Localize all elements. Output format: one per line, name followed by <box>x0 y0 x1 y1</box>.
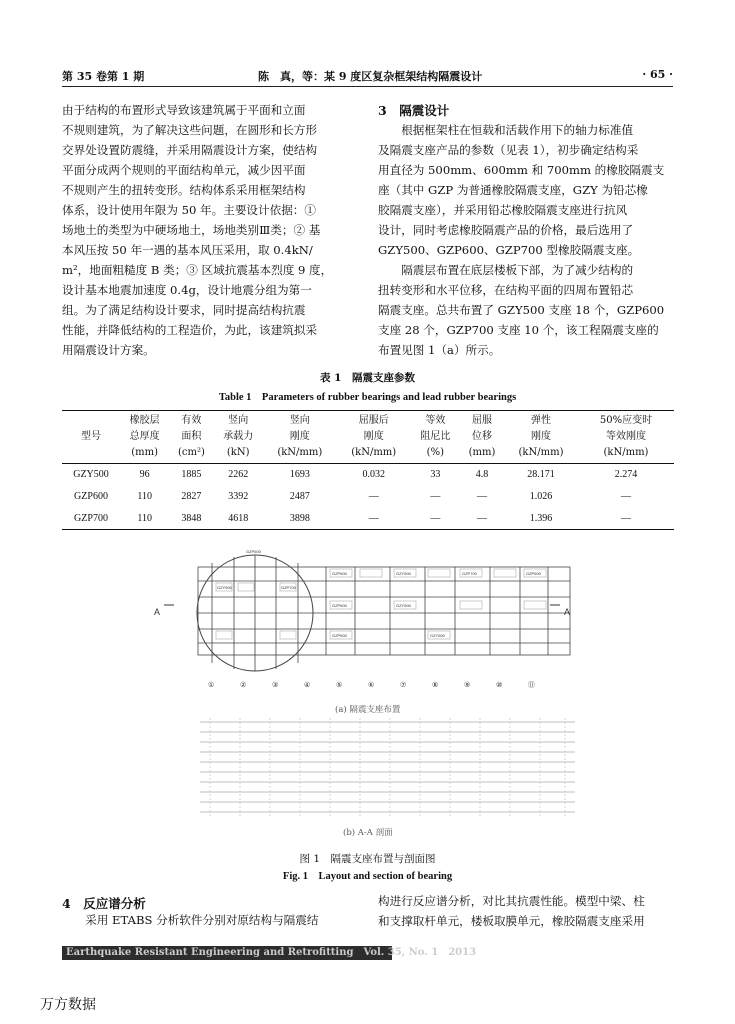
text-line: 本风压按 50 年一遇的基本风压采用，取 0.4kN/ <box>62 243 313 257</box>
axis-number: ⑥ <box>368 681 375 689</box>
section-3-title: 3 隔震设计 <box>378 103 450 118</box>
table-cell: 0.032 <box>362 469 385 481</box>
text-line: 平面分成两个规则的平面结构单元，减少因平面 <box>62 163 306 177</box>
plan-label: GZP600 <box>332 571 347 576</box>
table-cell: — <box>621 491 631 502</box>
section-marker-right: A <box>564 607 571 617</box>
table-cell: 4.8 <box>475 469 489 481</box>
section-marker-left: A <box>154 607 161 617</box>
table-header-cell: 竖向 刚度 (kN/mm) <box>263 411 337 464</box>
figure-caption-cn: 图 1 隔震支座布置与剖面图 <box>299 853 436 865</box>
table-cell: 2.274 <box>614 469 638 481</box>
table-cell: 110 <box>137 491 152 502</box>
header-rule <box>62 86 673 87</box>
axis-number: ⑤ <box>336 681 343 689</box>
table-cell: 3848 <box>169 508 213 530</box>
table-header-cell: 弹性 刚度 (kN/mm) <box>504 411 578 464</box>
axis-number: ⑧ <box>432 681 439 689</box>
figure-caption-en: Fig. 1 Layout and section of bearing <box>282 871 453 882</box>
plan-label: GZP600 <box>332 603 347 608</box>
table-cell: GZP600 <box>74 491 108 502</box>
bearing-layout-plan <box>150 545 580 700</box>
table-title-en: Table 1 Parameters of rubber bearings and lead rubber bearings <box>218 392 517 403</box>
axis-number: ⑦ <box>400 681 407 689</box>
text-line: 扭转变形和水平位移，在结构平面的四周布置铅芯 <box>378 283 634 297</box>
plan-label: GZP600 <box>332 633 347 638</box>
journal-issue: 第 35 卷第 1 期 <box>62 70 145 83</box>
table-header-cell: 橡胶层 总厚度 (mm) <box>120 411 169 464</box>
table-cell: 3898 <box>263 508 337 530</box>
axis-number: ① <box>208 681 215 689</box>
page-number: · 65 · <box>642 68 673 81</box>
text-line: 根据框架柱在恒载和活载作用下的轴力标准值 <box>378 123 634 137</box>
table-cell: — <box>337 508 411 530</box>
section-floor-lines <box>200 722 575 812</box>
text-line: 支座 28 个，GZP700 支座 10 个，该工程隔震支座的 <box>378 323 659 337</box>
table-cell: 96 <box>139 469 150 481</box>
table-cell: 1.026 <box>529 491 553 502</box>
axis-number: ⑨ <box>464 681 471 689</box>
bearing-markers <box>216 569 546 639</box>
table-cell: 1.396 <box>504 508 578 530</box>
table-title-cn: 表 1 隔震支座参数 <box>320 372 415 384</box>
text-line: 交界处设置防震缝，并采用隔震设计方案，使结构 <box>62 143 318 157</box>
table-cell: 1693 <box>289 469 310 481</box>
table-cell: — <box>578 508 674 530</box>
text-line: 体系，设计使用年限为 50 年。主要设计依据：① <box>62 203 316 217</box>
axis-number: ⑩ <box>496 681 503 689</box>
plan-label: GZP700 <box>281 585 296 590</box>
figure-1a-caption: (a) 隔震支座布置 <box>335 705 401 715</box>
plan-label: GZY500 <box>217 585 232 590</box>
axis-number: ⑪ <box>528 681 535 689</box>
table-cell: GZP700 <box>62 508 120 530</box>
table-header-cell: 50%应变时 等效刚度 (kN/mm) <box>578 411 674 464</box>
figure-1b-caption: (b) A-A 剖面 <box>343 828 393 838</box>
text-line: 隔震层布置在底层楼板下部，为了减少结构的 <box>378 263 634 277</box>
table-cell: 3392 <box>228 491 249 502</box>
text-line: 构进行反应谱分析，对比其抗震性能。模型中梁、柱 <box>378 894 645 908</box>
text-line: 场地土的类型为中硬场地土，场地类别Ⅲ类；② 基 <box>62 223 321 237</box>
table-cell: GZY500 <box>73 469 109 481</box>
table-cell: — <box>460 508 504 530</box>
plan-outline <box>198 567 570 655</box>
plan-label: GZY500 <box>430 633 445 638</box>
table-cell: 2827 <box>181 491 202 502</box>
right-column-text <box>378 120 673 360</box>
table-header-cell: 竖向 承载力 (kN) <box>214 411 263 464</box>
text-line: 布置见图 1（a）所示。 <box>378 343 501 357</box>
section-4-left-text <box>62 910 362 930</box>
text-line: 采用 ETABS 分析软件分别对原结构与隔震结 <box>62 913 319 927</box>
table-header-cell: 有效 面积 (cm²) <box>169 411 213 464</box>
wanfang-watermark: 万方数据 <box>40 997 96 1013</box>
section-column-lines <box>210 718 565 818</box>
table-cell: 2262 <box>228 469 249 481</box>
text-line: 座（其中 GZP 为普通橡胶隔震支座，GZY 为铅芯橡 <box>378 183 648 197</box>
text-line: 隔震支座。总共布置了 GZY500 支座 18 个，GZP600 <box>378 303 665 317</box>
text-line: m²，地面粗糙度 B 类；③ 区域抗震基本烈度 9 度， <box>62 263 333 277</box>
table-cell: 33 <box>430 469 441 481</box>
table-cell: 28.171 <box>527 469 555 481</box>
table-header-row <box>62 411 674 464</box>
text-line: 设计基本地震加速度 0.4g，设计地震分组为第一 <box>62 283 312 297</box>
axis-number: ② <box>240 681 247 689</box>
table-row <box>62 508 674 530</box>
table-cell: — <box>411 508 460 530</box>
table-cell: 2487 <box>289 491 310 502</box>
table-cell: — <box>368 491 379 502</box>
plan-label: GZP600 <box>526 571 541 576</box>
section-4-right-text <box>378 891 673 931</box>
text-line: 组。为了满足结构设计要求，同时提高结构抗震 <box>62 303 306 317</box>
table-cell: 4618 <box>214 508 263 530</box>
table-cell: — <box>430 491 441 502</box>
table-header-cell: 型号 <box>62 411 120 464</box>
text-line: 及隔震支座产品的参数（见表 1），初步确定结构采 <box>378 143 639 157</box>
plan-label: GZP600 <box>246 549 261 554</box>
running-title: 陈 真，等：某 9 度区复杂框架结构隔震设计 <box>258 70 483 83</box>
plan-label: GZP700 <box>462 571 477 576</box>
aa-section-drawing <box>200 718 575 823</box>
section-4-title: 4 反应谱分析 <box>62 896 146 911</box>
text-line: 设计，同时考虑橡胶隔震产品的价格，最后选用了 <box>378 223 634 237</box>
text-line: 用直径为 500mm、600mm 和 700mm 的橡胶隔震支 <box>378 163 665 177</box>
text-line: 和支撑取杆单元，楼板取膜单元，橡胶隔震支座采用 <box>378 914 645 928</box>
table-cell: 1885 <box>181 469 202 481</box>
plan-label: GZY500 <box>396 603 411 608</box>
text-line: 不规则产生的扭转变形。结构体系采用框架结构 <box>62 183 306 197</box>
table-row <box>62 464 674 486</box>
table-cell: 110 <box>120 508 169 530</box>
text-line: 胶隔震支座），并采用铅芯橡胶隔震支座进行抗风 <box>378 203 628 217</box>
text-line: 不规则建筑，为了解决这些问题，在圆形和长方形 <box>62 123 318 137</box>
plan-label: GZY500 <box>396 571 411 576</box>
bearing-parameter-table <box>62 410 674 530</box>
left-column-text <box>62 100 357 360</box>
text-line: GZY500、GZP600、GZP700 型橡胶隔震支座。 <box>378 243 640 257</box>
journal-footer-banner: Earthquake Resistant Engineering and Retrofitting Vol. 35, No. 1 2013 <box>62 946 392 960</box>
table-cell: — <box>477 491 487 502</box>
text-line: 性能，并降低结构的工程造价，为此，该建筑拟采 <box>62 323 318 337</box>
table-header-cell: 屈服后 刚度 (kN/mm) <box>337 411 411 464</box>
plan-grid <box>197 555 570 671</box>
axis-number: ④ <box>304 681 311 689</box>
axis-number: ③ <box>272 681 279 689</box>
table-header-cell: 等效 阻尼比 (%) <box>411 411 460 464</box>
table-header-cell: 屈服 位移 (mm) <box>460 411 504 464</box>
text-line: 由于结构的布置形式导致该建筑属于平面和立面 <box>62 103 306 117</box>
text-line: 用隔震设计方案。 <box>62 343 155 357</box>
table-row <box>62 486 674 508</box>
